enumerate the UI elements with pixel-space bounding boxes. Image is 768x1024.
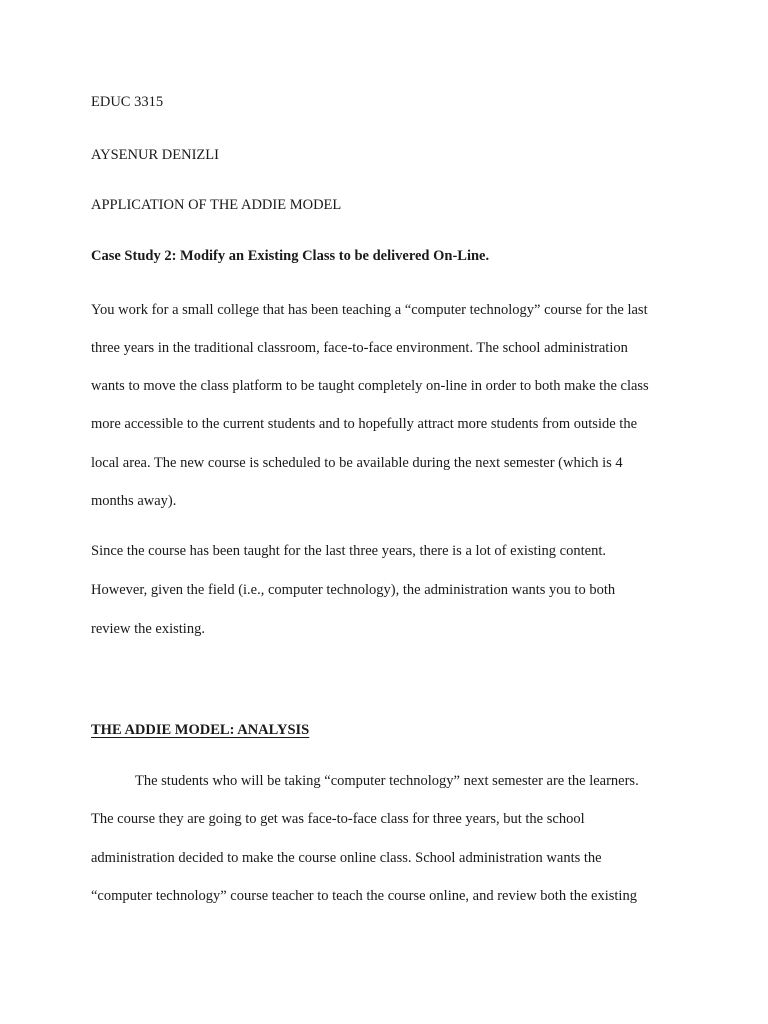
author-name: AYSENUR DENIZLI <box>91 147 219 163</box>
paragraph-line: You work for a small college that has been teaching a “computer technology” course for the last <box>91 302 648 318</box>
paragraph-line: wants to move the class platform to be taught completely on-line in order to both make the class <box>91 378 649 394</box>
document-title: APPLICATION OF THE ADDIE MODEL <box>91 197 342 213</box>
paragraph-line: The students who will be taking “computer technology” next semester are the learners. <box>135 773 639 789</box>
paragraph-line: “computer technology” course teacher to teach the course online, and review both the existing <box>91 888 637 904</box>
course-code: EDUC 3315 <box>91 94 164 110</box>
paragraph-line: months away). <box>91 493 177 509</box>
paragraph-line: local area. The new course is scheduled to be available during the next semester (which is 4 <box>91 455 623 471</box>
case-study-heading: Case Study 2: Modify an Existing Class to be delivered On-Line. <box>91 248 490 264</box>
paragraph-line: Since the course has been taught for the last three years, there is a lot of existing content. <box>91 543 606 559</box>
analysis-heading: THE ADDIE MODEL: ANALYSIS <box>91 722 310 738</box>
paragraph-line: three years in the traditional classroom, face-to-face environment. The school administration <box>91 340 628 356</box>
paragraph-line: The course they are going to get was face-to-face class for three years, but the school <box>91 811 585 827</box>
paragraph-line: more accessible to the current students and to hopefully attract more students from outside the <box>91 416 638 432</box>
paragraph-line: administration decided to make the course online class. School administration wants the <box>91 850 602 866</box>
paragraph-line: However, given the field (i.e., computer technology), the administration wants you to both <box>91 582 616 598</box>
paragraph-line: review the existing. <box>91 621 205 637</box>
